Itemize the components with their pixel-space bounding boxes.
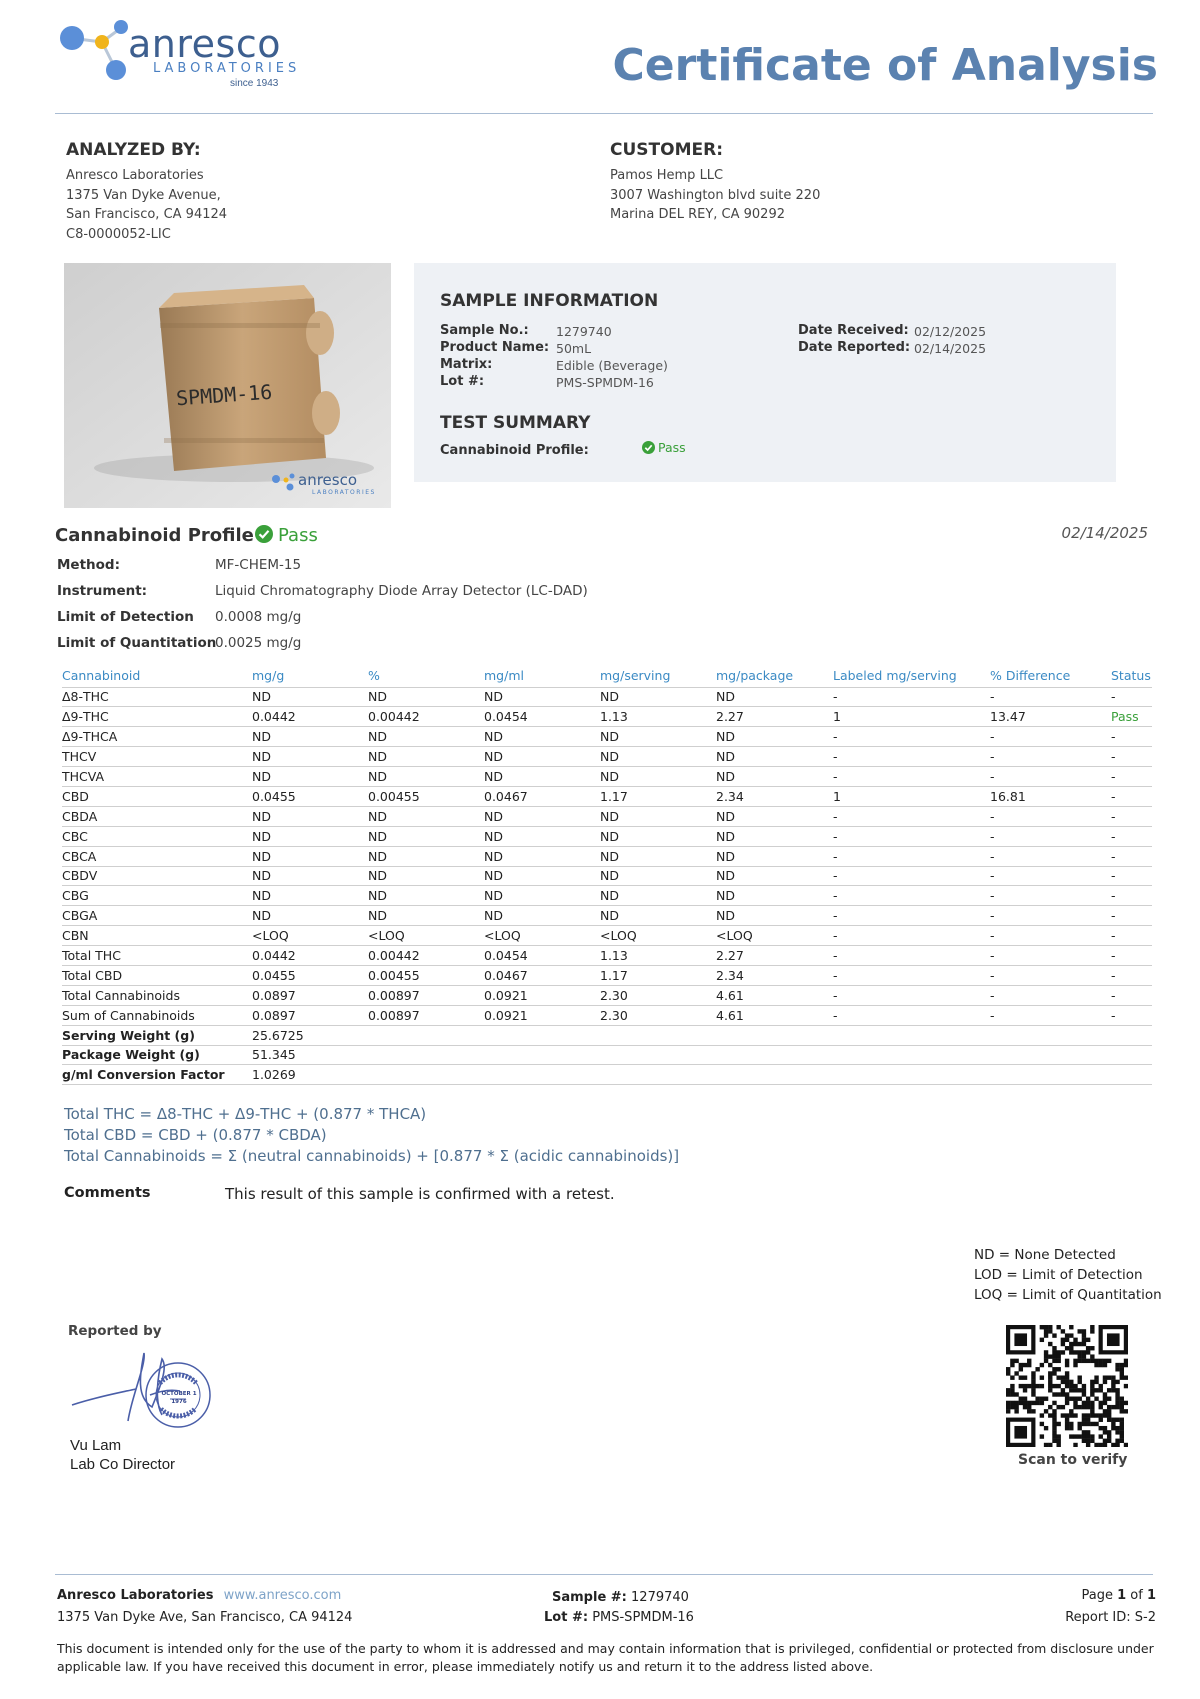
seal-year: 1976 — [171, 1399, 187, 1405]
table-cell: 2.27 — [716, 707, 833, 727]
table-cell: ND — [252, 906, 368, 926]
footer-lot-value: PMS-SPMDM-16 — [592, 1610, 694, 1625]
table-cell: ND — [484, 727, 600, 747]
page-title: Certificate of Analysis — [612, 40, 1158, 91]
table-cell: - — [1111, 1005, 1152, 1025]
column-header: % — [368, 665, 484, 687]
table-cell: - — [833, 1005, 990, 1025]
page-prefix: Page — [1081, 1588, 1113, 1603]
table-cell: ND — [368, 826, 484, 846]
photo-logo-icon — [272, 473, 296, 491]
empty-cell — [716, 1065, 833, 1085]
table-cell: 0.00897 — [368, 985, 484, 1005]
table-row — [62, 1065, 1152, 1085]
empty-cell — [368, 1025, 484, 1045]
empty-cell — [368, 1045, 484, 1065]
table-cell: 0.0467 — [484, 965, 600, 985]
table-cell: 0.00442 — [368, 707, 484, 727]
sample-info-panel — [414, 263, 1116, 482]
address-line: 1375 Van Dyke Avenue, — [66, 187, 221, 203]
table-cell: ND — [484, 767, 600, 787]
table-cell: ND — [252, 866, 368, 886]
empty-cell — [1111, 1025, 1152, 1045]
table-cell: 4.61 — [716, 1005, 833, 1025]
instrument-value: Liquid Chromatography Diode Array Detector (LC-DAD) — [215, 583, 588, 599]
table-cell: ND — [252, 767, 368, 787]
footer-sample-label: Sample #: — [552, 1590, 627, 1605]
table-cell: ND — [716, 826, 833, 846]
table-cell: ND — [484, 747, 600, 767]
table-cell: Pass — [1111, 707, 1152, 727]
formula-total-cbd: Total CBD = CBD + (0.877 * CBDA) — [64, 1126, 327, 1144]
footer-disclaimer: This document is intended only for the use of the party to whom it is addressed and may contain information that is privileged, confidential or protected from disclosure under applicable law. If you have received this document in error, please immediately notify us and return it to the address listed above. — [57, 1641, 1154, 1674]
table-cell: ND — [716, 846, 833, 866]
sample-photo — [64, 263, 391, 508]
page-of: of — [1130, 1588, 1143, 1603]
table-header-row — [62, 665, 1152, 687]
table-cell: 1.17 — [600, 965, 716, 985]
table-cell: 0.0442 — [252, 946, 368, 966]
table-row — [62, 866, 1152, 886]
comments-label: Comments — [64, 1185, 151, 1201]
cannabinoid-name: CBCA — [62, 846, 252, 866]
table-cell: 4.61 — [716, 985, 833, 1005]
column-header: % Difference — [990, 665, 1111, 687]
address-line: 3007 Washington blvd suite 220 — [610, 187, 821, 203]
cannabinoid-name: CBDV — [62, 866, 252, 886]
column-header: mg/serving — [600, 665, 716, 687]
page-total: 1 — [1146, 1588, 1156, 1603]
column-header: mg/ml — [484, 665, 600, 687]
legend-lod: LOD = Limit of Detection — [974, 1267, 1143, 1283]
table-cell: 2.27 — [716, 946, 833, 966]
footer-company-line — [57, 1588, 341, 1603]
column-header: mg/g — [252, 665, 368, 687]
page-current: 1 — [1117, 1588, 1127, 1603]
header-divider — [55, 113, 1153, 114]
sample-info-title: SAMPLE INFORMATION — [440, 291, 659, 311]
table-cell: 0.0897 — [252, 1005, 368, 1025]
formula-total-cannabinoids: Total Cannabinoids = Σ (neutral cannabinoids) + [0.877 * Σ (acidic cannabinoids)] — [64, 1147, 680, 1165]
table-cell: 0.0455 — [252, 786, 368, 806]
license-number: C8-0000052-LIC — [66, 226, 171, 242]
table-cell: 1 — [833, 707, 990, 727]
table-cell: 0.00455 — [368, 965, 484, 985]
footer-company: Anresco Laboratories — [57, 1588, 214, 1603]
product-name-label: Product Name: — [440, 340, 550, 355]
legend-nd: ND = None Detected — [974, 1247, 1116, 1263]
empty-cell — [833, 1025, 990, 1045]
table-cell: ND — [252, 886, 368, 906]
table-cell: 0.0455 — [252, 965, 368, 985]
table-cell: ND — [368, 866, 484, 886]
table-row — [62, 767, 1152, 787]
lot-value: PMS-SPMDM-16 — [556, 375, 654, 390]
table-cell: - — [833, 906, 990, 926]
table-cell: 0.0921 — [484, 985, 600, 1005]
lod-label: Limit of Detection — [57, 609, 194, 625]
column-header: Labeled mg/serving — [833, 665, 990, 687]
formula-total-thc: Total THC = Δ8-THC + Δ9-THC + (0.877 * THCA) — [64, 1105, 427, 1123]
table-cell: ND — [716, 906, 833, 926]
table-cell: ND — [252, 846, 368, 866]
empty-cell — [484, 1065, 600, 1085]
table-cell: - — [990, 866, 1111, 886]
empty-cell — [600, 1065, 716, 1085]
table-cell: - — [1111, 946, 1152, 966]
table-cell: ND — [716, 886, 833, 906]
empty-cell — [716, 1045, 833, 1065]
table-cell: <LOQ — [600, 926, 716, 946]
table-row — [62, 926, 1152, 946]
matrix-value: Edible (Beverage) — [556, 358, 668, 373]
table-cell: ND — [368, 846, 484, 866]
table-cell: - — [990, 846, 1111, 866]
column-header: Status — [1111, 665, 1152, 687]
date-received-value: 02/12/2025 — [914, 324, 987, 339]
footer-sample — [552, 1590, 689, 1605]
table-row — [62, 826, 1152, 846]
scan-to-verify-caption: Scan to verify — [1018, 1452, 1128, 1468]
table-cell: - — [833, 687, 990, 707]
cannabinoid-name: Δ9-THCA — [62, 727, 252, 747]
empty-cell — [990, 1065, 1111, 1085]
table-cell: ND — [368, 886, 484, 906]
cannabinoid-name: Δ9-THC — [62, 707, 252, 727]
table-row — [62, 965, 1152, 985]
cannabinoid-name: CBD — [62, 786, 252, 806]
table-cell: 0.0921 — [484, 1005, 600, 1025]
analyzed-by-address — [66, 166, 227, 244]
table-cell: - — [990, 727, 1111, 747]
table-row — [62, 806, 1152, 826]
table-cell: ND — [484, 806, 600, 826]
empty-cell — [990, 1025, 1111, 1045]
table-cell: - — [833, 727, 990, 747]
table-cell: ND — [716, 747, 833, 767]
cannabinoid-name: CBC — [62, 826, 252, 846]
signature-image — [66, 1345, 216, 1430]
table-cell: - — [1111, 866, 1152, 886]
table-cell: ND — [484, 687, 600, 707]
date-received-label: Date Received: — [798, 323, 909, 338]
table-cell: 1 — [833, 786, 990, 806]
table-row — [62, 687, 1152, 707]
cannabinoid-name: Total CBD — [62, 965, 252, 985]
table-cell: - — [833, 946, 990, 966]
address-line: Anresco Laboratories — [66, 168, 204, 183]
table-cell: 2.34 — [716, 965, 833, 985]
table-cell: - — [1111, 926, 1152, 946]
lod-value: 0.0008 mg/g — [215, 609, 302, 625]
table-row — [62, 747, 1152, 767]
cannabinoid-name: Sum of Cannabinoids — [62, 1005, 252, 1025]
table-cell: - — [990, 985, 1111, 1005]
footer-report-id: Report ID: S-2 — [1065, 1610, 1156, 1625]
table-row — [62, 946, 1152, 966]
footer-page-number — [1081, 1588, 1156, 1603]
weight-value: 25.6725 — [252, 1025, 368, 1045]
table-cell: 0.00897 — [368, 1005, 484, 1025]
table-cell: ND — [716, 866, 833, 886]
cannabinoid-profile-title: Cannabinoid Profile — [55, 525, 254, 546]
footer-website-link[interactable]: www.anresco.com — [223, 1588, 342, 1603]
table-cell: - — [833, 886, 990, 906]
table-cell: - — [990, 767, 1111, 787]
qr-code-icon[interactable] — [1006, 1325, 1128, 1447]
sample-no-value: 1279740 — [556, 324, 612, 339]
signer-role: Lab Co Director — [70, 1456, 176, 1473]
table-cell: ND — [716, 767, 833, 787]
table-cell: ND — [484, 866, 600, 886]
column-header: mg/package — [716, 665, 833, 687]
table-row — [62, 1025, 1152, 1045]
empty-cell — [990, 1045, 1111, 1065]
table-cell: - — [990, 965, 1111, 985]
weight-label: Package Weight (g) — [62, 1045, 252, 1065]
table-cell: ND — [484, 906, 600, 926]
table-cell: 0.0442 — [252, 707, 368, 727]
table-cell: 0.0897 — [252, 985, 368, 1005]
table-cell: <LOQ — [484, 926, 600, 946]
table-cell: 1.13 — [600, 946, 716, 966]
empty-cell — [1111, 1065, 1152, 1085]
instrument-label: Instrument: — [57, 583, 148, 599]
logo-subtitle: LABORATORIES — [153, 61, 301, 76]
table-cell: ND — [368, 906, 484, 926]
table-cell: - — [833, 767, 990, 787]
table-cell: - — [1111, 806, 1152, 826]
table-cell: ND — [600, 846, 716, 866]
table-cell: <LOQ — [368, 926, 484, 946]
footer-sample-value: 1279740 — [631, 1590, 689, 1605]
table-cell: - — [990, 946, 1111, 966]
table-row — [62, 707, 1152, 727]
table-cell: - — [833, 806, 990, 826]
signer-name: Vu Lam — [70, 1437, 122, 1454]
table-cell: - — [833, 965, 990, 985]
table-cell: 0.0454 — [484, 946, 600, 966]
table-cell: ND — [252, 826, 368, 846]
table-cell: - — [1111, 747, 1152, 767]
table-cell: - — [1111, 886, 1152, 906]
cannabinoid-name: THCVA — [62, 767, 252, 787]
table-cell: - — [833, 826, 990, 846]
loq-label: Limit of Quantitation — [57, 635, 217, 651]
cannabinoid-name: CBN — [62, 926, 252, 946]
table-cell: - — [990, 826, 1111, 846]
lot-label: Lot #: — [440, 374, 485, 389]
footer-lot — [544, 1610, 694, 1625]
footer-lot-label: Lot #: — [544, 1610, 589, 1625]
table-cell: - — [990, 1005, 1111, 1025]
logo-since: since 1943 — [230, 78, 279, 89]
check-circle-icon — [255, 525, 273, 543]
table-cell: - — [1111, 846, 1152, 866]
footer-divider — [55, 1574, 1153, 1575]
table-cell: ND — [252, 806, 368, 826]
sample-no-label: Sample No.: — [440, 323, 529, 338]
table-cell: - — [1111, 767, 1152, 787]
customer-address — [610, 166, 820, 225]
cannabinoid-name: CBG — [62, 886, 252, 906]
weight-value: 1.0269 — [252, 1065, 368, 1085]
table-cell: ND — [600, 727, 716, 747]
table-cell: ND — [368, 687, 484, 707]
table-cell: 1.13 — [600, 707, 716, 727]
table-cell: 0.00455 — [368, 786, 484, 806]
table-cell: 0.0454 — [484, 707, 600, 727]
empty-cell — [600, 1025, 716, 1045]
method-value: MF-CHEM-15 — [215, 557, 302, 573]
table-cell: - — [990, 747, 1111, 767]
weight-value: 51.345 — [252, 1045, 368, 1065]
table-cell: - — [833, 747, 990, 767]
table-row — [62, 786, 1152, 806]
address-line: Pamos Hemp LLC — [610, 168, 724, 183]
table-cell: 2.30 — [600, 1005, 716, 1025]
table-cell: 2.30 — [600, 985, 716, 1005]
table-cell: - — [1111, 727, 1152, 747]
photo-logo-sub: LABORATORIES — [312, 489, 376, 496]
table-cell: ND — [484, 846, 600, 866]
table-row — [62, 727, 1152, 747]
table-cell: ND — [252, 727, 368, 747]
table-cell: ND — [600, 747, 716, 767]
table-cell: ND — [368, 767, 484, 787]
comments-text: This result of this sample is confirmed with a retest. — [225, 1185, 615, 1203]
table-cell: - — [833, 866, 990, 886]
method-label: Method: — [57, 557, 120, 573]
loq-value: 0.0025 mg/g — [215, 635, 302, 651]
table-cell: - — [990, 886, 1111, 906]
cannabinoid-name: CBDA — [62, 806, 252, 826]
table-cell: - — [833, 926, 990, 946]
cannabinoid-name: Total Cannabinoids — [62, 985, 252, 1005]
table-cell: ND — [484, 886, 600, 906]
cannabinoid-name: CBGA — [62, 906, 252, 926]
table-cell: - — [1111, 687, 1152, 707]
table-cell: ND — [716, 727, 833, 747]
empty-cell — [833, 1065, 990, 1085]
empty-cell — [484, 1045, 600, 1065]
cannabinoid-table — [62, 665, 1152, 1085]
empty-cell — [1111, 1045, 1152, 1065]
product-name-value: 50mL — [556, 341, 592, 356]
table-cell: <LOQ — [716, 926, 833, 946]
table-cell: 0.0467 — [484, 786, 600, 806]
analyzed-by-label: ANALYZED BY: — [66, 140, 201, 160]
table-cell: ND — [484, 826, 600, 846]
photo-logo-name: anresco — [298, 471, 358, 489]
table-cell: 0.00442 — [368, 946, 484, 966]
logo-name: anresco — [128, 22, 281, 66]
weight-label: g/ml Conversion Factor — [62, 1065, 252, 1085]
table-cell: - — [990, 687, 1111, 707]
table-row — [62, 846, 1152, 866]
cannabinoid-name: Δ8-THC — [62, 687, 252, 707]
reported-by-label: Reported by — [68, 1323, 162, 1339]
table-cell: 1.17 — [600, 786, 716, 806]
cannabinoid-profile-date: 02/14/2025 — [1061, 524, 1148, 542]
table-cell: - — [1111, 906, 1152, 926]
cannabinoid-name: Total THC — [62, 946, 252, 966]
empty-cell — [716, 1025, 833, 1045]
table-cell: - — [990, 806, 1111, 826]
column-header: Cannabinoid — [62, 665, 252, 687]
table-cell: ND — [716, 687, 833, 707]
table-row — [62, 985, 1152, 1005]
table-cell: ND — [600, 687, 716, 707]
table-cell: ND — [600, 906, 716, 926]
table-cell: - — [833, 985, 990, 1005]
customer-label: CUSTOMER: — [610, 140, 723, 160]
table-cell: ND — [368, 747, 484, 767]
table-cell: ND — [600, 826, 716, 846]
cannabinoid-profile-status: Pass — [278, 525, 318, 546]
table-cell: 2.34 — [716, 786, 833, 806]
table-cell: - — [990, 906, 1111, 926]
table-cell: <LOQ — [252, 926, 368, 946]
date-reported-label: Date Reported: — [798, 340, 911, 355]
table-cell: ND — [716, 806, 833, 826]
empty-cell — [833, 1045, 990, 1065]
package-handwriting: SPMDM-16 — [175, 379, 274, 411]
empty-cell — [600, 1045, 716, 1065]
table-cell: ND — [600, 806, 716, 826]
cannabinoid-name: THCV — [62, 747, 252, 767]
table-cell: 13.47 — [990, 707, 1111, 727]
summary-profile-status: Pass — [658, 440, 686, 455]
table-cell: ND — [600, 767, 716, 787]
table-row — [62, 1005, 1152, 1025]
table-cell: - — [1111, 985, 1152, 1005]
table-cell: ND — [600, 886, 716, 906]
table-cell: ND — [368, 806, 484, 826]
table-row — [62, 1045, 1152, 1065]
table-cell: ND — [600, 866, 716, 886]
table-cell: ND — [252, 687, 368, 707]
footer-address: 1375 Van Dyke Ave, San Francisco, CA 94124 — [57, 1610, 353, 1625]
table-cell: - — [1111, 965, 1152, 985]
table-cell: ND — [252, 747, 368, 767]
weight-label: Serving Weight (g) — [62, 1025, 252, 1045]
table-cell: ND — [368, 727, 484, 747]
table-cell: - — [1111, 826, 1152, 846]
legend-loq: LOQ = Limit of Quantitation — [974, 1287, 1162, 1303]
matrix-label: Matrix: — [440, 357, 493, 372]
table-cell: - — [833, 846, 990, 866]
seal-date: OCTOBER 1 — [161, 1391, 197, 1397]
table-row — [62, 906, 1152, 926]
empty-cell — [368, 1065, 484, 1085]
test-summary-title: TEST SUMMARY — [440, 413, 591, 433]
table-cell: - — [1111, 786, 1152, 806]
date-reported-value: 02/14/2025 — [914, 341, 987, 356]
summary-profile-label: Cannabinoid Profile: — [440, 443, 589, 458]
address-line: San Francisco, CA 94124 — [66, 207, 228, 222]
table-cell: 16.81 — [990, 786, 1111, 806]
check-circle-icon — [642, 441, 655, 454]
empty-cell — [484, 1025, 600, 1045]
table-row — [62, 886, 1152, 906]
address-line: Marina DEL REY, CA 90292 — [610, 207, 785, 222]
table-cell: - — [990, 926, 1111, 946]
